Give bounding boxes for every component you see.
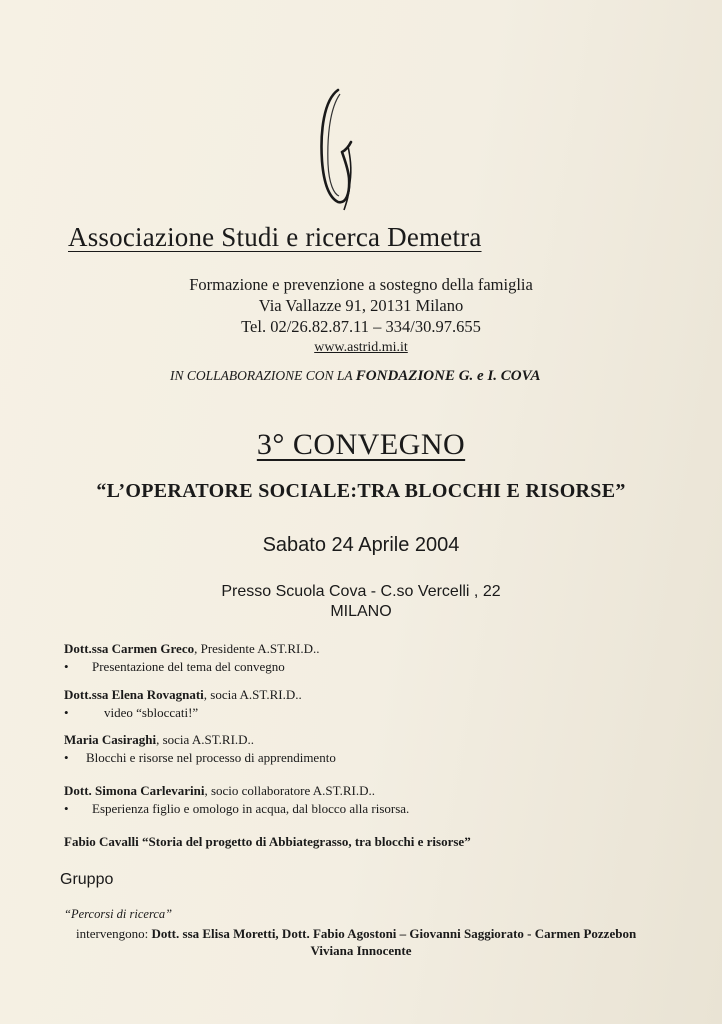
- speaker-block: [64, 686, 302, 722]
- website-link[interactable]: www.astrid.mi.it: [314, 340, 408, 355]
- intervengono-prefix: intervengono:: [76, 926, 152, 941]
- foundation-name: FONDAZIONE G. e I. COVA: [355, 368, 541, 384]
- collaboration-prefix: IN COLLABORAZIONE CON LA: [170, 368, 356, 383]
- speaker-role: , socia A.ST.RI.D..: [156, 732, 255, 747]
- speaker-name: Dott.ssa Elena Rovagnati: [64, 687, 204, 702]
- collaboration-line: [170, 368, 541, 385]
- speaker-name: Dott.ssa Carmen Greco: [64, 641, 195, 656]
- speaker-block: [64, 640, 320, 676]
- speaker-role: , socia A.ST.RI.D..: [203, 687, 302, 702]
- speaker-topic: Blocchi e risorse nel processo di apprendimento: [86, 750, 336, 765]
- event-venue: [0, 582, 722, 622]
- last-participant: Viviana Innocente: [310, 943, 412, 958]
- venue-city: MILANO: [330, 603, 392, 620]
- speaker-block: [64, 731, 336, 767]
- bullet: •: [64, 801, 69, 816]
- participant-names: Dott. ssa Elisa Moretti, Dott. Fabio Agostoni – Giovanni Saggiorato - Carmen Pozzebon: [151, 926, 637, 941]
- organization-info: [0, 274, 722, 358]
- bullet: •: [64, 705, 69, 720]
- group-participants: [76, 926, 636, 942]
- group-label: Gruppo: [60, 871, 114, 888]
- speaker-name: Maria Casiraghi: [64, 732, 157, 747]
- speaker-name: Dott. Simona Carlevarini: [64, 783, 205, 798]
- organization-name: Associazione Studi e ricerca Demetra: [68, 222, 482, 252]
- venue-address: Presso Scuola Cova - C.so Vercelli , 22: [221, 583, 501, 600]
- address: Via Vallazze 91, 20131 Milano: [258, 296, 464, 315]
- event-date: Sabato 24 Aprile 2004: [262, 534, 460, 556]
- speaker-topic: Presentazione del tema del convegno: [92, 659, 285, 674]
- percorsi-label: “Percorsi di ricerca”: [64, 907, 173, 921]
- tagline: Formazione e prevenzione a sostegno della famiglia: [189, 275, 533, 294]
- event-title: [0, 428, 722, 462]
- phone: Tel. 02/26.82.87.11 – 334/30.97.655: [241, 317, 481, 336]
- event-title-text: 3° CONVEGNO: [256, 428, 466, 461]
- bullet: •: [64, 659, 69, 674]
- speaker-topic: Esperienza figlio e omologo in acqua, dal blocco alla risorsa.: [92, 801, 410, 816]
- association-logo: [316, 86, 360, 216]
- speaker-role: , Presidente A.ST.RI.D..: [194, 641, 320, 656]
- speaker-block: [64, 782, 409, 818]
- speaker-role: , socio collaboratore A.ST.RI.D..: [204, 783, 375, 798]
- speaker-topic: video “sbloccati!”: [104, 705, 199, 720]
- event-subtitle: “L’OPERATORE SOCIALE:TRA BLOCCHI E RISORSE”: [96, 480, 626, 502]
- fabio-talk: Fabio Cavalli “Storia del progetto di Abbiategrasso, tra blocchi e risorse”: [64, 834, 471, 849]
- bullet: •: [64, 750, 69, 765]
